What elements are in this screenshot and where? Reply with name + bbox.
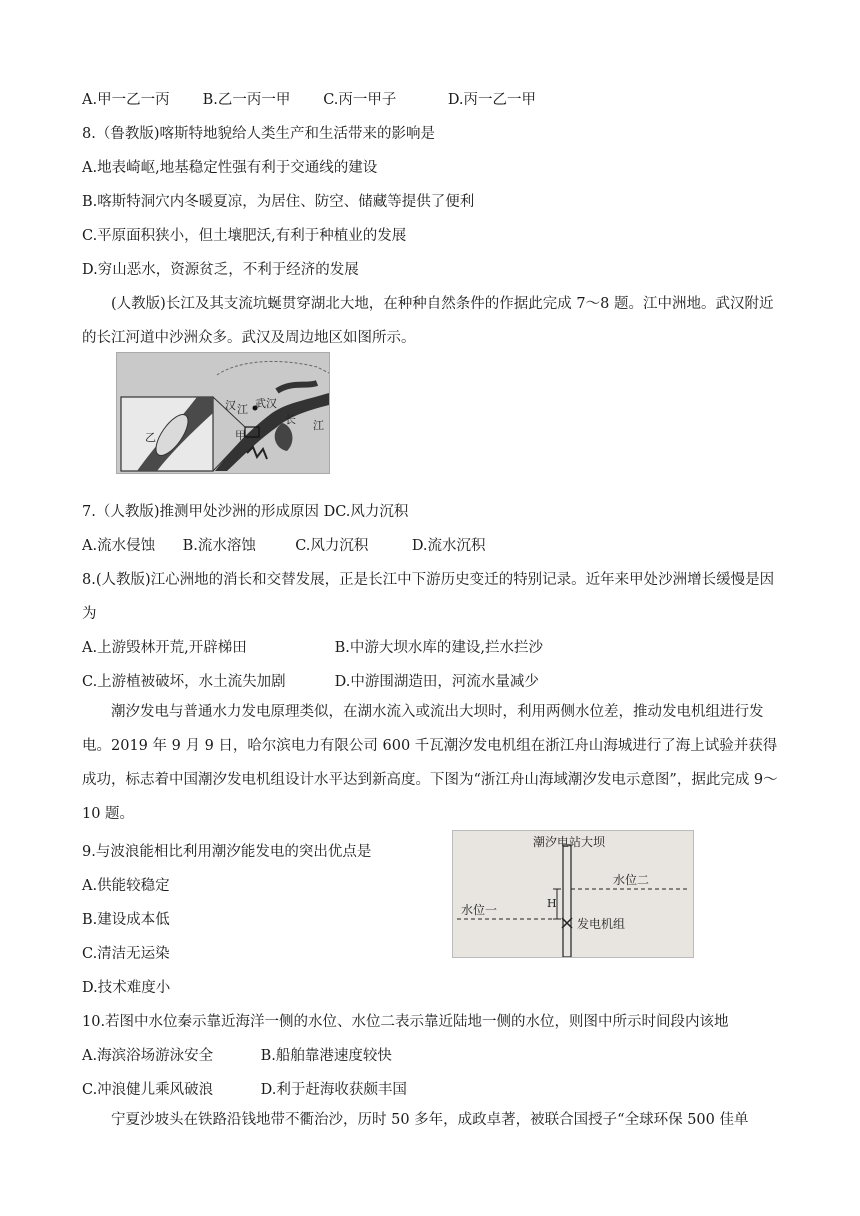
q8a-option-a: A.地表崎岖,地基稳定性强有利于交通线的建设: [82, 160, 378, 176]
q9-option-a: A.供能较稳定: [82, 878, 170, 894]
map-label-han: 汉: [225, 399, 236, 412]
q7a-option-b: B.乙一丙一甲: [202, 92, 291, 108]
map-label-wuhan: 武汉: [255, 397, 277, 410]
tidal-level-two: 水位二: [613, 873, 650, 887]
tidal-generator-label: 发电机组: [577, 917, 626, 931]
q10-options-row2: [82, 1080, 407, 1100]
q8b-options-row1: [82, 638, 543, 658]
intro-yangtze: [82, 287, 782, 355]
q10-options-row1: [82, 1046, 392, 1066]
map-label-chang: 长: [285, 413, 296, 426]
q9-stem: 9.与波浪能相比利用潮汐能发电的突出优点是: [82, 844, 372, 860]
q10-option-b: B.船舶靠港速度较快: [260, 1048, 392, 1064]
q7a-option-a: A.甲一乙一丙: [82, 92, 170, 108]
intro-yangtze-text: (人教版)长江及其支流坑蜒贯穿湖北大地，在种种自然条件的作据此完成 7～8 题。江中洲地。武汉附近的长江河道中沙洲众多。武汉及周边地区如图所示。: [82, 296, 774, 346]
map-label-jiang: 江: [237, 403, 248, 416]
map-label-jiang2: 江: [313, 419, 324, 432]
q7b-option-a: A.流水侵蚀: [82, 538, 156, 554]
q8b-stem-block: [82, 563, 782, 631]
intro-tidal-text: 潮汐发电与普通水力发电原理类似，在湖水流入或流出大坝时，利用两侧水位差，推动发电机组进行发电。2019 年 9 月 9 日，哈尔滨电力有限公司 600 千瓦潮汐发电机组在浙江舟山海城进行了海上试验并获得成功，标志着中国潮汐发电机组设计水平达到新高度。下图为“浙江舟山海域潮汐发电示意图”，据此完成 9～10 题。: [82, 704, 778, 822]
q7b-option-c: C.风力沉积: [295, 538, 369, 554]
intro-tidal: [82, 695, 782, 831]
q7a-option-d: D.丙一乙一甲: [447, 92, 537, 108]
q7b-option-b: B.流水溶蚀: [182, 538, 256, 554]
wuhan-map-figure: [116, 352, 330, 474]
q7a-options: [82, 90, 536, 110]
q8b-options-row2: [82, 672, 539, 692]
q8a-option-c: C.平原面积狭小，但土壤肥沃,有利于种植业的发展: [82, 228, 407, 244]
q8b-option-d: D.中游围湖造田，河流水量减少: [334, 674, 539, 690]
q10-option-a: A.海滨浴场游泳安全: [82, 1048, 214, 1064]
tidal-h-label: H: [547, 897, 557, 910]
q8a-option-d: D.穷山恶水，资源贫乏，不利于经济的发展: [82, 262, 359, 278]
tidal-diagram: [452, 830, 694, 958]
q8b-option-c: C.上游植被破坏，水土流失加剧: [82, 674, 286, 690]
map-label-yi: 乙: [145, 431, 156, 444]
q7b-option-d: D.流水沉积: [411, 538, 486, 554]
map-label-jia: 甲: [235, 429, 246, 442]
tidal-dam-title: 潮汐电站大坝: [533, 835, 606, 849]
q7b-options: [82, 536, 486, 556]
intro-shapotou-text: 宁夏沙坡头在铁路沿钱地带不衢治沙，历时 50 多年，成政卓著，被联合国授子“全球环保 500 佳单: [111, 1112, 749, 1128]
wuhan-map-svg: [117, 353, 329, 473]
q8b-option-a: A.上游毁林开荒,开辟梯田: [82, 640, 247, 656]
q9-option-b: B.建设成本低: [82, 912, 170, 928]
q8a-option-b: B.喀斯特洞穴内冬暖夏凉，为居住、防空、储藏等提供了便利: [82, 194, 475, 210]
q9-option-c: C.清洁无运染: [82, 946, 170, 962]
q10-option-c: C.冲浪健儿乘风破浪: [82, 1082, 214, 1098]
q8b-option-b: B.中游大坝水库的建设,拦水拦沙: [334, 640, 543, 656]
tidal-level-one: 水位一: [461, 903, 498, 917]
q7a-option-c: C.丙一甲子: [323, 92, 397, 108]
intro-shapotou: [82, 1103, 782, 1137]
q8b-stem: 8.(人教版)江心洲地的消长和交替发展，正是长江中下游历史变迁的特别记录。近年来甲处沙洲增长缓慢是因为: [82, 572, 775, 622]
q7b-stem: 7.（人教版)推测甲处沙洲的形成原因 DC.风力沉积: [82, 504, 409, 520]
q8a-stem: 8.（鲁教版)喀斯特地貌给人类生产和生活带来的影响是: [82, 126, 435, 142]
q10-stem: 10.若图中水位秦示靠近海洋一侧的水位、水位二表示靠近陆地一侧的水位，则图中所示时间段内该地: [82, 1014, 729, 1030]
q10-option-d: D.利于赶海收获颇丰国: [260, 1082, 407, 1098]
q9-option-d: D.技术难度小: [82, 980, 171, 996]
